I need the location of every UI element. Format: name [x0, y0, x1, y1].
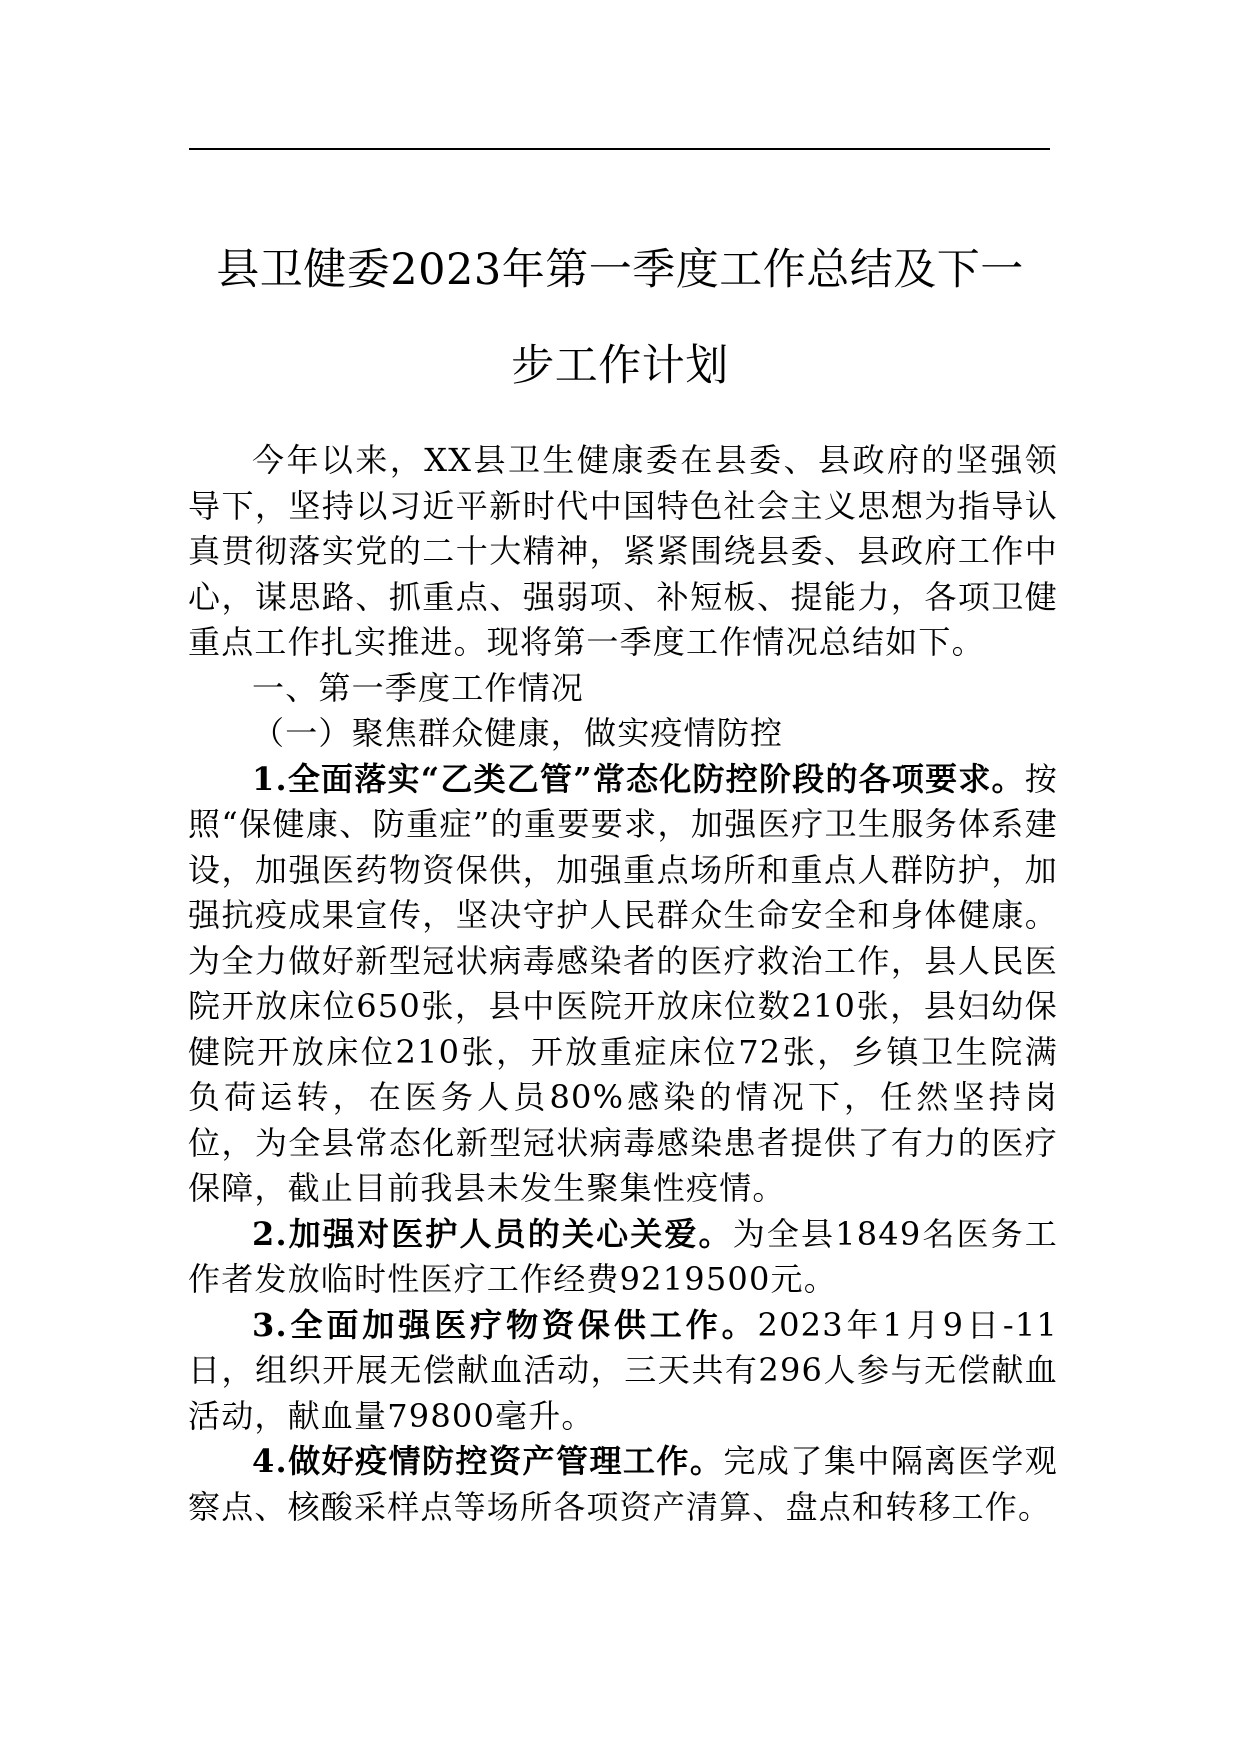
item-4-heading: 4.做好疫情防控资产管理工作。 — [252, 1442, 724, 1480]
title-line-2: 步工作计划 — [511, 341, 729, 391]
intro-paragraph: 今年以来，XX县卫生健康委在县委、县政府的坚强领导下，坚持以习近平新时代中国特色社会主义思想为指导认真贯彻落实党的二十大精神，紧紧围绕县委、县政府工作中心，谋思路、抓重点、强弱项、补短板、提能力，各项卫健重点工作扎实推进。现将第一季度工作情况总结如下。 — [188, 441, 1058, 661]
document-title — [160, 222, 1080, 414]
item-3-heading: 3.全面加强医疗物资保供工作。 — [252, 1305, 758, 1344]
item-3-paragraph — [188, 1303, 1058, 1440]
item-2-heading: 2.加强对医护人员的关心关爱。 — [252, 1214, 733, 1253]
title-line-1: 县卫健委2023年第一季度工作总结及下一 — [216, 245, 1024, 295]
item-2-body: 为全县1849名医务工作者发放临时性医疗工作经费9219500元。 — [188, 1214, 1058, 1298]
item-1-paragraph — [188, 757, 1058, 1212]
item-1-heading: 1.全面落实“乙类乙管”常态化防控阶段的各项要求。 — [252, 759, 1025, 798]
item-4-paragraph — [188, 1439, 1058, 1530]
item-4-body: 完成了集中隔离医学观察点、核酸采样点等场所各项资产清算、盘点和转移工作。 — [188, 1442, 1058, 1526]
document-body — [188, 438, 1058, 1530]
section-heading-1: 一、第一季度工作情况 — [252, 668, 585, 707]
item-3-body: 2023年1月9日-11日，组织开展无偿献血活动，三天共有296人参与无偿献血活动，献血量79800毫升。 — [188, 1305, 1058, 1435]
item-1-body: 按照“保健康、防重症”的重要要求，加强医疗卫生服务体系建设，加强医药物资保供，加强重点场所和重点人群防护，加强抗疫成果宣传，坚决守护人民群众生命安全和身体健康。为全力做好新型冠状病毒感染者的医疗救治工作，县人民医院开放床位650张，县中医院开放床位数210张，县妇幼保健院开放床位210张，开放重症床位72张，乡镇卫生院满负荷运转，在医务人员80%感染的情况下，任然坚持岗位，为全县常态化新型冠状病毒感染患者提供了有力的医疗保障，截止目前我县未发生聚集性疫情。 — [188, 759, 1058, 1207]
header-rule — [189, 148, 1050, 150]
item-2-paragraph — [188, 1212, 1058, 1303]
subsection-heading-1: （一）聚焦群众健康，做实疫情防控 — [252, 714, 784, 752]
